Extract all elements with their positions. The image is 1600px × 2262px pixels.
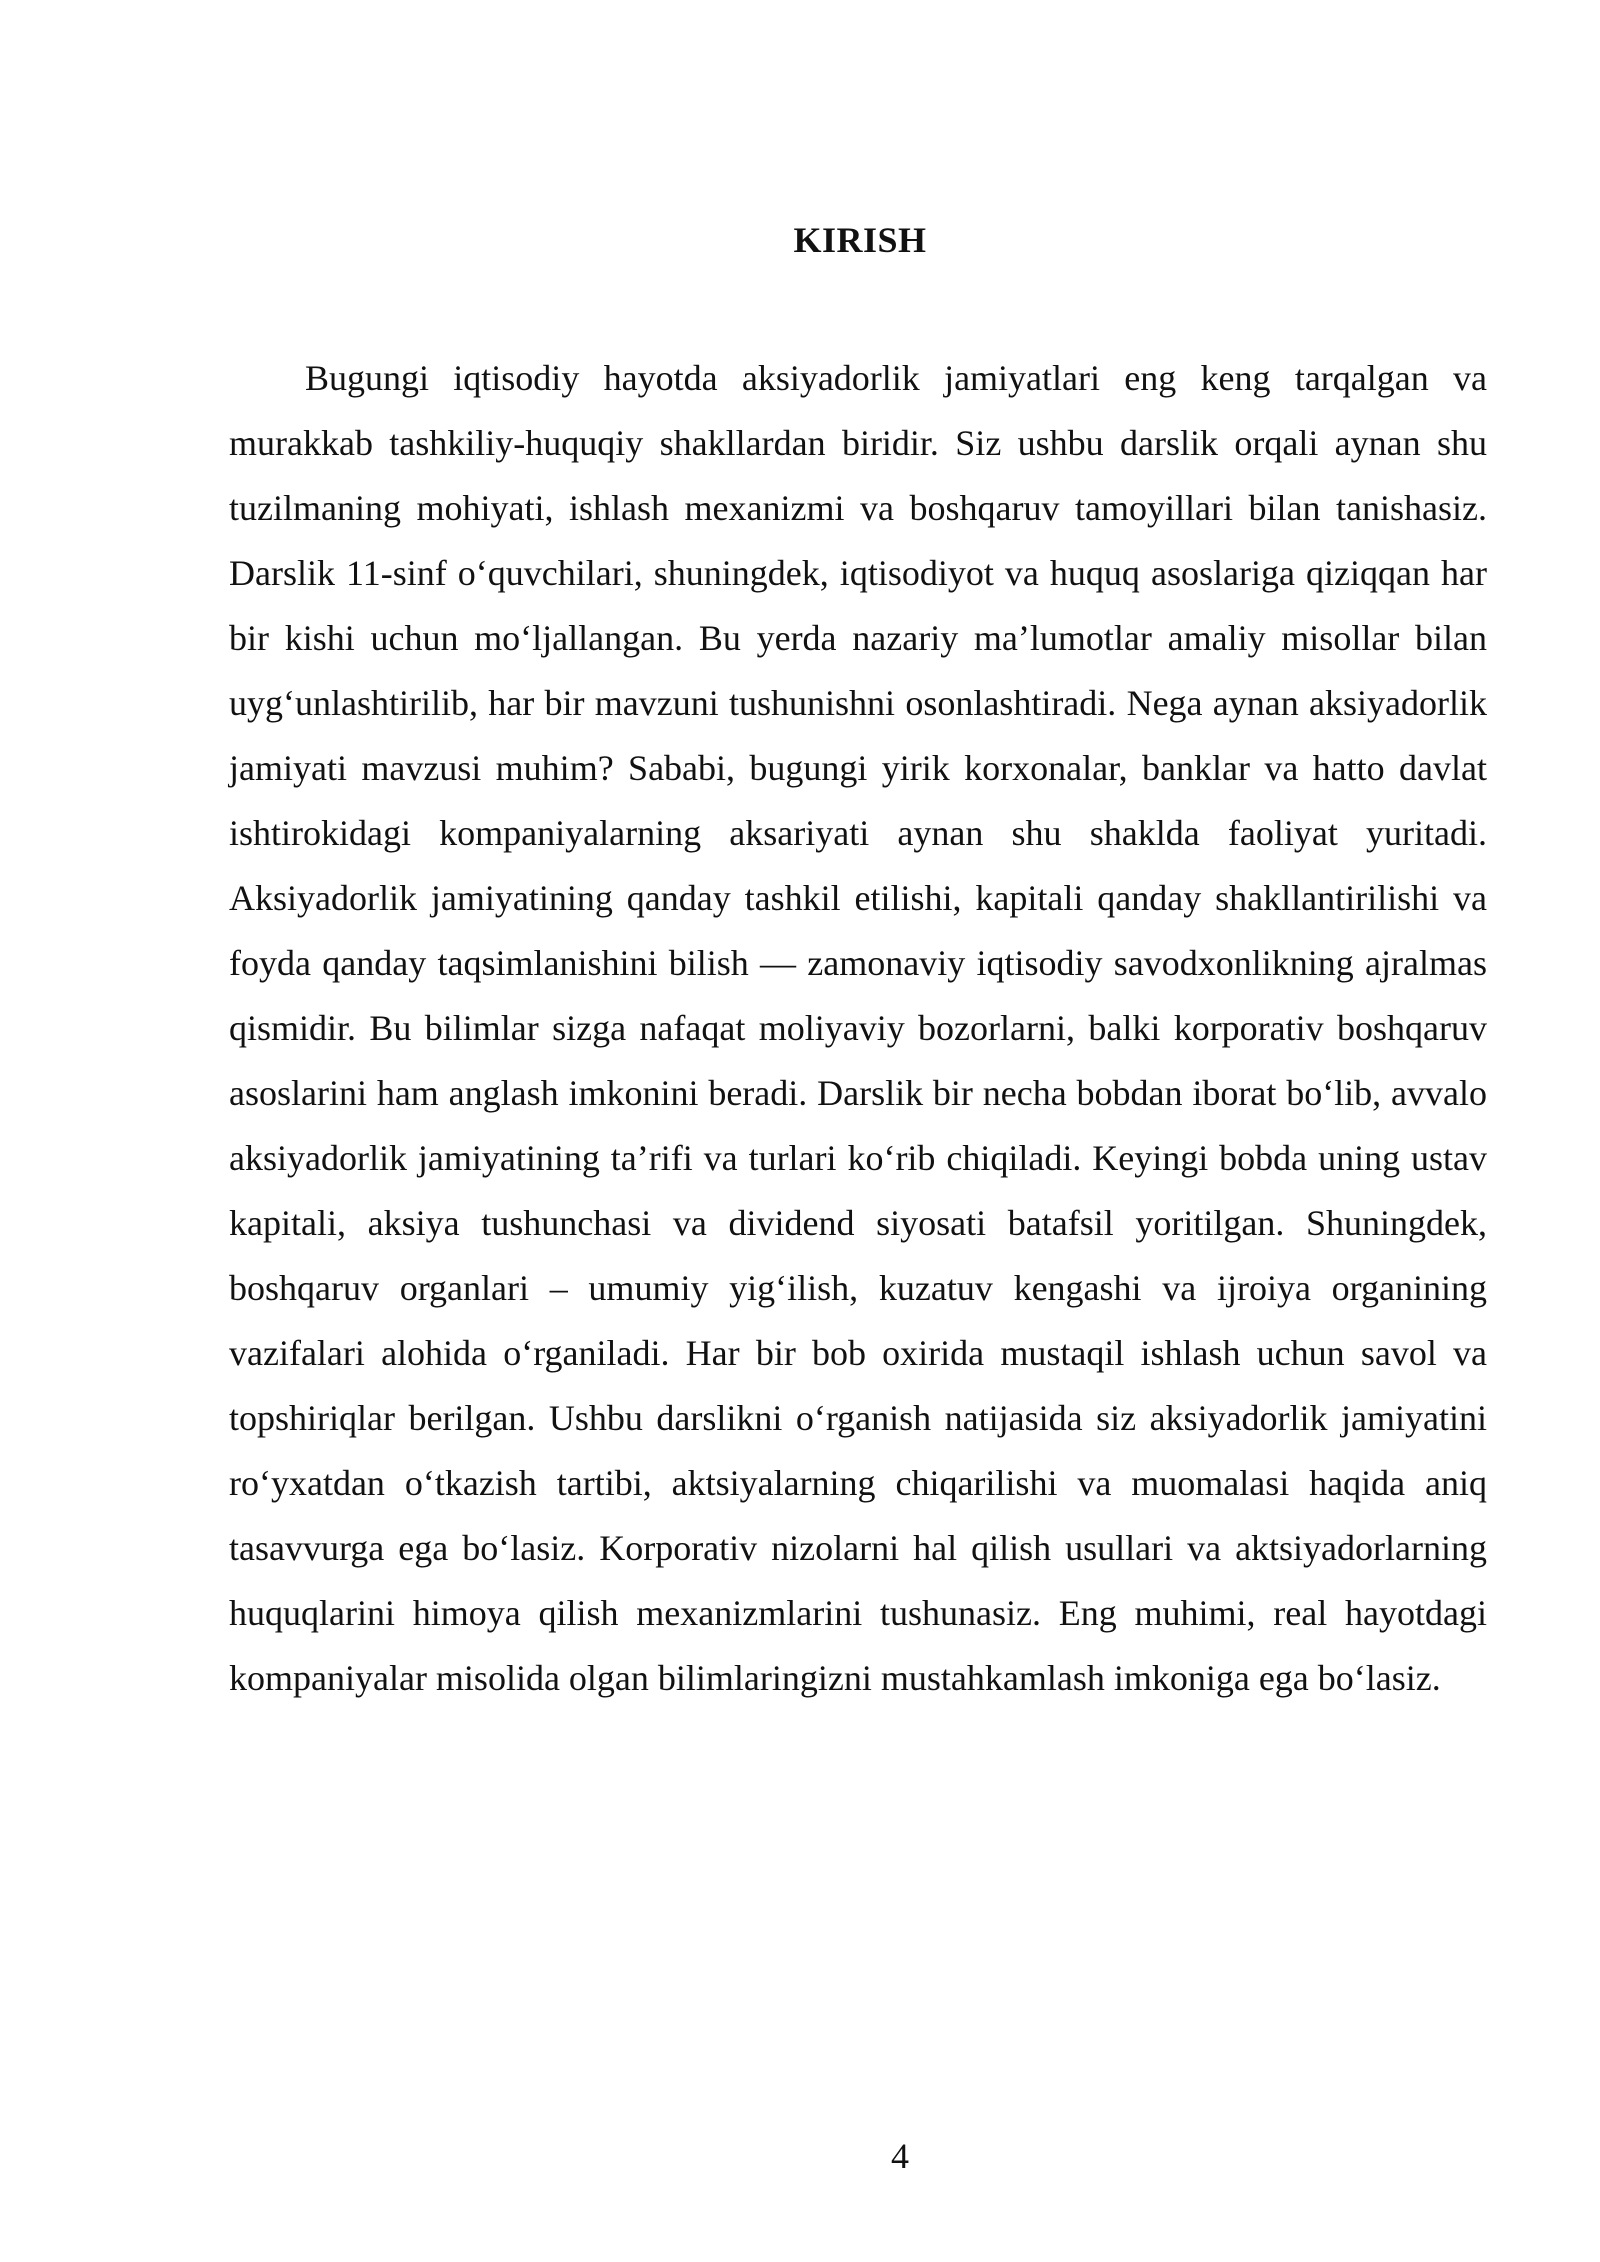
body-paragraph: Bugungi iqtisodiy hayotda aksiyadorlik jamiyatlari eng keng tarqalgan va murakkab tashkiliy-huquqiy shakllardan biridir. Siz ushbu darslik orqali aynan shu tuzilmaning mohiyati, ishlash mexanizmi va boshqaruv tamoyillari bilan tanishasiz. Darslik 11-sinf o‘quvchilari, shuningdek, iqtisodiyot va huquq asoslariga qiziqqan har bir kishi uchun mo‘ljallangan. Bu yerda nazariy ma’lumotlar amaliy misollar bilan uyg‘unlashtirilib, har bir mavzuni tushunishni osonlashtiradi. Nega aynan aksiyadorlik jamiyati mavzusi muhim? Sababi, bugungi yirik korxonalar, banklar va hatto davlat ishtirokidagi kompaniyalarning aksariyati aynan shu shaklda faoliyat yuritadi. Aksiyadorlik jamiyatining qanday tashkil etilishi, kapitali qanday shakllantirilishi va foyda qanday taqsimlanishini bilish — zamonaviy iqtisodiy savodxonlikning ajralmas qismidir. Bu bilimlar sizga nafaqat moliyaviy bozorlarni, balki korporativ boshqaruv asoslarini ham anglash imkonini beradi. Darslik bir necha bobdan iborat bo‘lib, avvalo aksiyadorlik jamiyatining ta’rifi va turlari ko‘rib chiqiladi. Keyingi bobda uning ustav kapitali, aksiya tushunchasi va dividend siyosati batafsil yoritilgan. Shuningdek, boshqaruv organlari – umumiy yig‘ilish, kuzatuv kengashi va ijroiya organining vazifalari alohida o‘rganiladi. Har bir bob oxirida mustaqil ishlash uchun savol va topshiriqlar berilgan. Ushbu darslikni o‘rganish natijasida siz aksiyadorlik jamiyatini ro‘yxatdan o‘tkazish tartibi, aktsiyalarning chiqarilishi va muomalasi haqida aniq tasavvurga ega bo‘lasiz. Korporativ nizolarni hal qilish usullari va aktsiyadorlarning huquqlarini himoya qilish mexanizmlarini tushunasiz. Eng muhimi, real hayotdagi kompaniyalar misolida olgan bilimlaringizni mustahkamlash imkoniga ega bo‘lasiz. [229, 358, 1487, 1698]
page-title: KIRISH [793, 220, 927, 260]
page-number: 4 [891, 2136, 909, 2176]
